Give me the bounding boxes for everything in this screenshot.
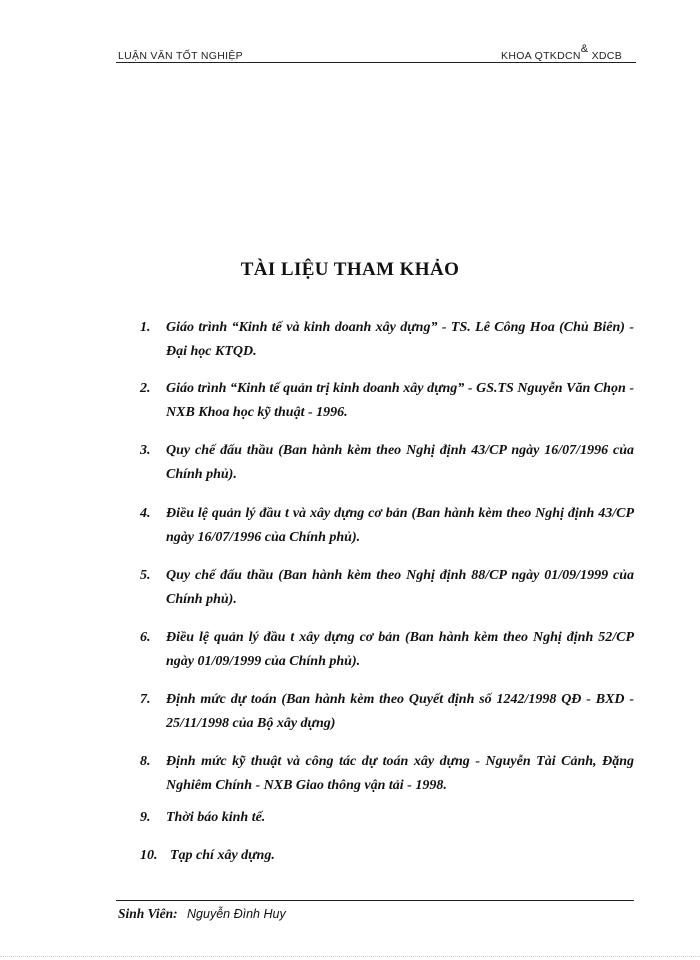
header-faculty-prefix: KHOA QTKDCN bbox=[501, 50, 581, 62]
reference-text: Định mức kỹ thuật và công tác dự toán xây dựng - Nguyễn Tài Cảnh, Đặng Nghiêm Chính - NXB Giao thông vận tải - 1998. bbox=[166, 754, 634, 793]
reference-number: 6. bbox=[140, 630, 151, 645]
reference-number: 4. bbox=[140, 506, 151, 521]
reference-text: Định mức dự toán (Ban hành kèm theo Quyết định số 1242/1998 QĐ - BXD - 25/11/1998 của Bộ xây dựng) bbox=[166, 692, 634, 731]
reference-text: Quy chế đấu thầu (Ban hành kèm theo Nghị định 43/CP ngày 16/07/1996 của Chính phủ). bbox=[166, 443, 634, 482]
reference-number: 9. bbox=[140, 810, 151, 825]
reference-item bbox=[140, 439, 634, 487]
reference-text: Giáo trình “Kinh tế và kinh doanh xây dựng” - TS. Lê Công Hoa (Chủ Biên) - Đại học KTQD. bbox=[166, 320, 634, 359]
reference-item bbox=[140, 377, 634, 425]
reference-number: 2. bbox=[140, 381, 151, 396]
reference-item bbox=[140, 750, 634, 798]
footer-divider bbox=[116, 900, 634, 901]
reference-text: Điều lệ quản lý đầu t xây dựng cơ bản (Ban hành kèm theo Nghị định 52/CP ngày 01/09/1999 của Chính phủ). bbox=[166, 630, 634, 669]
running-header bbox=[116, 43, 636, 63]
header-ampersand: & bbox=[580, 43, 589, 55]
footer-student-name: Nguyễn Đình Huy bbox=[187, 907, 286, 921]
reference-number: 3. bbox=[140, 443, 151, 458]
reference-text: Thời báo kinh tế. bbox=[166, 810, 266, 825]
reference-item bbox=[140, 844, 634, 868]
reference-text: Tạp chí xây dựng. bbox=[170, 848, 275, 863]
reference-item bbox=[140, 626, 634, 674]
reference-text: Điều lệ quản lý đầu t và xây dựng cơ bản (Ban hành kèm theo Nghị định 43/CP ngày 16/07/1996 của Chính phủ). bbox=[166, 506, 634, 545]
reference-number: 8. bbox=[140, 754, 151, 769]
reference-item bbox=[140, 316, 634, 364]
reference-item bbox=[140, 688, 634, 736]
page-edge-divider bbox=[0, 956, 700, 957]
reference-item bbox=[140, 806, 634, 830]
reference-number: 7. bbox=[140, 692, 151, 707]
footer-student-label: Sinh Viên: bbox=[118, 906, 178, 921]
page-footer bbox=[118, 906, 286, 922]
page-title: TÀI LIỆU THAM KHẢO bbox=[240, 259, 460, 280]
reference-number: 1. bbox=[140, 320, 151, 335]
header-faculty-label bbox=[501, 43, 622, 62]
header-thesis-label: LUẬN VĂN TỐT NGHIỆP bbox=[118, 50, 243, 62]
reference-number: 5. bbox=[140, 568, 151, 583]
reference-item bbox=[140, 564, 634, 612]
reference-text: Quy chế đấu thầu (Ban hành kèm theo Nghị định 88/CP ngày 01/09/1999 của Chính phủ). bbox=[166, 568, 634, 607]
reference-text: Giáo trình “Kinh tế quản trị kinh doanh xây dựng” - GS.TS Nguyễn Văn Chọn - NXB Khoa học kỹ thuật - 1996. bbox=[166, 381, 634, 420]
reference-number: 10. bbox=[140, 848, 158, 863]
reference-item bbox=[140, 502, 634, 550]
header-faculty-suffix: XDCB bbox=[588, 50, 622, 62]
